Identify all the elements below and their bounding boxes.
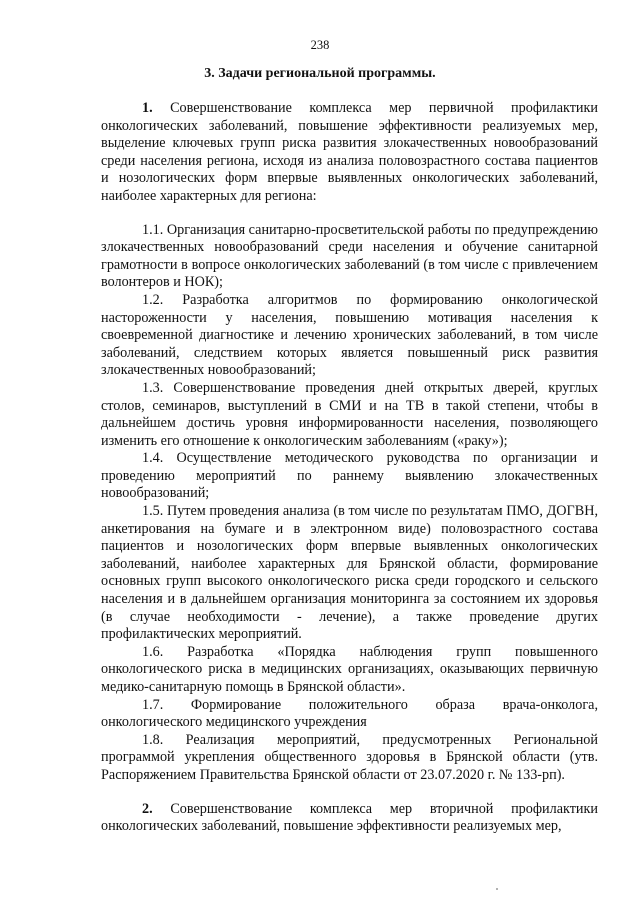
paragraph-1 [101, 100, 598, 206]
section-heading: 3. Задачи региональной программы. [204, 66, 436, 81]
paragraph-1-5 [101, 503, 598, 644]
paragraph-number: 1.6. [142, 643, 164, 660]
paragraph-text: Организация санитарно-просветительской работы по предупреждению злокачественных новообразований среди населения и обучение санитарной грамотности в вопросе онкологических заболеваний (в том числе с привлечением волонтеров и НОК); [101, 221, 598, 291]
paragraph-text: Реализация мероприятий, предусмотренных Региональной программой укрепления общественного здоровья в Брянской области (утв. Распоряжением Правительства Брянской области от 23.07.2020 г. № 133-рп). [101, 731, 598, 783]
paragraph-1-2 [101, 292, 598, 380]
paragraph-number: 1.7. [142, 696, 164, 713]
section-body [101, 100, 598, 836]
paragraph-text: Формирование положительного образа врача-онколога, онкологического медицинского учреждения [101, 696, 598, 731]
paragraph-1-3 [101, 380, 598, 450]
paragraph-number: 1. [142, 100, 153, 116]
paragraph-1-1 [101, 222, 598, 292]
paragraph-text: Совершенствование комплекса мер вторичной профилактики онкологических заболеваний, повышение эффективности реализуемых мер, [101, 800, 598, 835]
paragraph-number: 1.3. [142, 379, 164, 396]
paragraph-number: 1.4. [142, 450, 164, 467]
paragraph-number: 1.1. [142, 221, 164, 238]
paragraph-1-6 [101, 644, 598, 697]
paragraph-1-8 [101, 732, 598, 785]
paragraph-1-7 [101, 697, 598, 732]
paragraph-text: Разработка алгоритмов по формированию онкологической настороженности у населения, повышению мотивация населения к своевременной диагностике и лечению хронических заболеваний, в том числе заболеваний, следствием которых является повышенный риск развития злокачественных новообразований; [101, 291, 598, 379]
paragraph-number: 1.2. [142, 291, 164, 308]
page-number: 238 [310, 38, 330, 52]
paragraph-text: Совершенствование проведения дней открытых дверей, круглых столов, семинаров, выступлений в СМИ и на ТВ в такой степени, чтобы в дальнейшем достичь уровня информированности населения, позволяющего изменить его отношение к онкологическим заболеваниям («раку»); [101, 379, 598, 449]
paragraph-2 [101, 801, 598, 836]
scan-speck [496, 888, 498, 890]
paragraph-text: Разработка «Порядка наблюдения групп повышенного онкологического риска в медицинских организациях, оказывающих первичную медико-санитарную помощь в Брянской области». [101, 643, 598, 695]
paragraph-text: Осуществление методического руководства по организации и проведению мероприятий по раннему выявлению злокачественных новообразований; [101, 450, 598, 502]
paragraph-1-4 [101, 450, 598, 503]
paragraph-text: Совершенствование комплекса мер первичной профилактики онкологических заболеваний, повышение эффективности реализуемых мер, выделение ключевых групп риска развития злокачественных новообразований среди населения региона, исходя из анализа половозрастного состава пациентов и нозологических форм впервые выявленных онкологических заболеваний, наиболее характерных для региона: [101, 100, 598, 204]
paragraph-number: 1.5. [142, 503, 164, 520]
paragraph-text: Путем проведения анализа (в том числе по результатам ПМО, ДОГВН, анкетирования на бумаге и в электронном виде) половозрастного состава пациентов и нозологических форм впервые выявленных онкологических заболеваний, наиболее характерных для Брянской области, формирование основных групп высокого онкологического риска среди городского и сельского населения и в дальнейшем организация мониторинга за состоянием их здоровья (в случае необходимости - лечение), а также проведение других профилактических мероприятий. [101, 503, 598, 643]
paragraph-number: 1.8. [142, 731, 164, 748]
paragraph-number: 2. [142, 800, 153, 817]
